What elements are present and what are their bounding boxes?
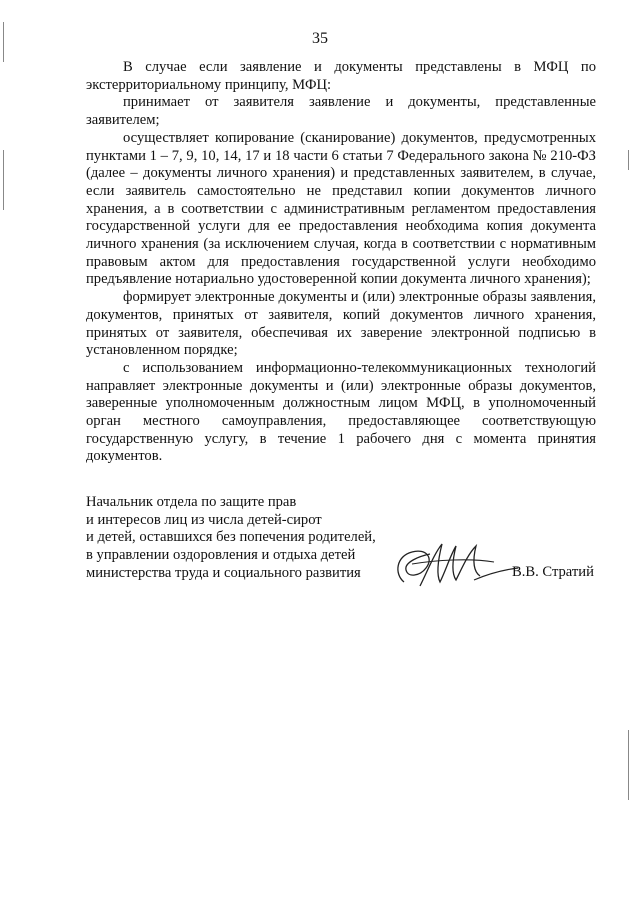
- position-line: в управлении оздоровления и отдыха детей: [86, 547, 356, 564]
- scan-margin-mark: [628, 150, 629, 170]
- handwritten-signature: [390, 534, 520, 594]
- scan-margin-mark: [628, 730, 629, 800]
- page-number: 35: [312, 30, 328, 47]
- scan-margin-mark: [3, 22, 4, 62]
- signer-position: [86, 494, 406, 583]
- paragraph: осуществляет копирование (сканирование) документов, предусмотренных пунктами 1 – 7, 9, 10, 14, 17 и 18 части 6 статьи 7 Федерального закона № 210-ФЗ (далее – документы личного хранения) и представленных заявителем, в случае, если заявитель самостоятельно не представил копии документов личного хранения, а в соответствии с административным регламентом предоставления государственной услуги для ее предоставления необходима копия документа личного хранения (за исключением случая, когда в соответствии с нормативным правовым актом для предоставления государственной услуги необходимо предъявление нотариально удостоверенной копии документа личного хранения);: [86, 129, 596, 288]
- paragraph: формирует электронные документы и (или) электронные образы заявления, документов, принятых от заявителя, копий документов личного хранения, принятых от заявителя, обеспечивая их заверение электронной подписью в установленном порядке;: [86, 289, 596, 359]
- signature-block: [86, 494, 606, 614]
- paragraph: принимает от заявителя заявление и документы, представленные заявителем;: [86, 94, 596, 129]
- paragraph: с использованием информационно-телекоммуникационных технологий направляет электронные документы и (или) электронные образы документов, заверенные уполномоченным должностным лицом МФЦ, в уполномоченный орган местного самоуправления, предоставляющее соответствующую государственную услугу, в течение 1 рабочего дня с момента принятия документов.: [86, 359, 596, 465]
- scan-margin-mark: [3, 150, 4, 210]
- position-line: и интересов лиц из числа детей-сирот: [86, 511, 322, 528]
- position-line: министерства труда и социального развития: [86, 564, 361, 581]
- paragraph: В случае если заявление и документы представлены в МФЦ по экстерриториальному принципу, МФЦ:: [86, 59, 596, 93]
- position-line: и детей, оставшихся без попечения родителей,: [86, 529, 376, 546]
- position-line: Начальник отдела по защите прав: [86, 494, 297, 510]
- signer-name: В.В. Стратий: [512, 564, 594, 580]
- document-body: [86, 59, 596, 466]
